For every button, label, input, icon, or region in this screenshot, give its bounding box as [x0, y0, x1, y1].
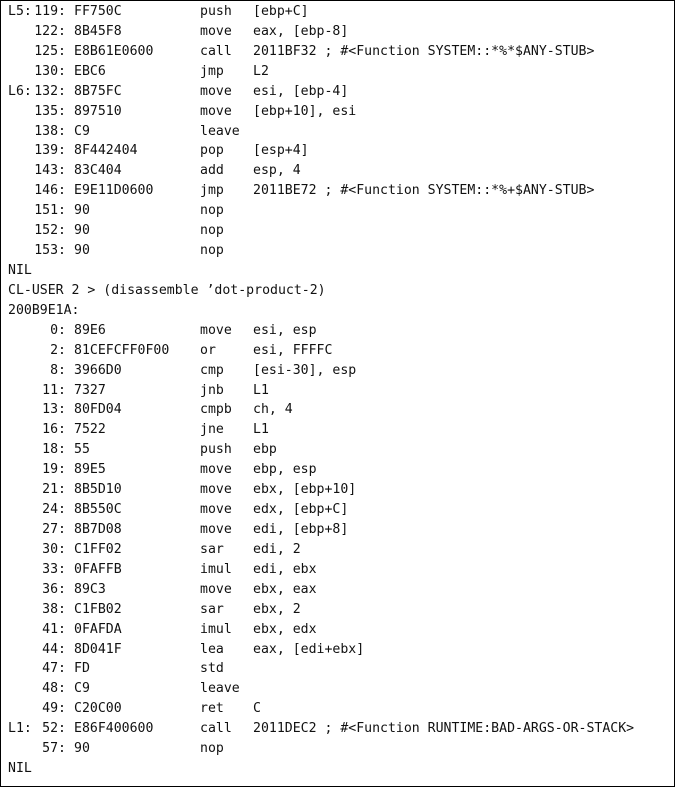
- machine-code: 897510: [74, 103, 122, 119]
- byte-offset: 13:: [42, 402, 66, 418]
- mnemonic: nop: [200, 223, 224, 239]
- operands: 2011DEC2 ; #<Function RUNTIME:BAD-ARGS-OR-STACK>: [253, 721, 635, 737]
- byte-offset: 132:: [34, 83, 66, 99]
- byte-offset: 24:: [42, 502, 66, 518]
- operands: ebx, edx: [253, 621, 317, 637]
- mnemonic: leave: [200, 681, 240, 697]
- byte-offset: 130:: [34, 63, 66, 79]
- mnemonic: nop: [200, 203, 224, 219]
- mnemonic: push: [200, 4, 232, 19]
- machine-code: 3966D0: [74, 362, 122, 378]
- operands: L2: [253, 63, 269, 79]
- operands: ebp, esp: [253, 462, 317, 478]
- byte-offset: 44:: [42, 641, 66, 657]
- mnemonic: call: [200, 721, 232, 737]
- operands: [esp+4]: [253, 143, 309, 159]
- byte-offset: 143:: [34, 163, 66, 179]
- jump-label: L6:: [8, 83, 32, 99]
- byte-offset: 19:: [42, 462, 66, 478]
- byte-offset: 135:: [34, 103, 66, 119]
- operands: 2011BE72 ; #<Function SYSTEM::*%+$ANY-STUB>: [253, 183, 595, 199]
- machine-code: 8B5D10: [74, 482, 122, 498]
- machine-code: 90: [74, 203, 90, 219]
- operands: esi, esp: [253, 322, 317, 338]
- operands: edi, 2: [253, 541, 301, 557]
- operands: eax, [edi+ebx]: [253, 641, 365, 657]
- machine-code: 8B45F8: [74, 23, 122, 39]
- byte-offset: 16:: [42, 422, 66, 438]
- mnemonic: move: [200, 322, 232, 338]
- mnemonic: jnb: [200, 382, 224, 398]
- mnemonic: imul: [200, 561, 232, 577]
- machine-code: 7327: [74, 382, 106, 398]
- machine-code: 8B75FC: [74, 83, 122, 99]
- byte-offset: 11:: [42, 382, 66, 398]
- output-text: NIL: [8, 761, 32, 777]
- operands: L1: [253, 382, 269, 398]
- byte-offset: 21:: [42, 482, 66, 498]
- byte-offset: 36:: [42, 581, 66, 597]
- machine-code: 90: [74, 243, 90, 259]
- operands: esi, FFFFC: [253, 342, 333, 358]
- machine-code: 8F442404: [74, 143, 138, 159]
- mnemonic: std: [200, 661, 224, 677]
- machine-code: 89E6: [74, 322, 106, 338]
- byte-offset: 41:: [42, 621, 66, 637]
- mnemonic: leave: [200, 123, 240, 139]
- mnemonic: ret: [200, 701, 224, 717]
- byte-offset: 52:: [42, 721, 66, 737]
- byte-offset: 125:: [34, 43, 66, 59]
- mnemonic: sar: [200, 541, 224, 557]
- jump-label: L5:: [8, 4, 32, 19]
- machine-code: FD: [74, 661, 90, 677]
- mnemonic: or: [200, 342, 216, 358]
- machine-code: 89E5: [74, 462, 106, 478]
- byte-offset: 152:: [34, 223, 66, 239]
- machine-code: C1FF02: [74, 541, 122, 557]
- jump-label: L1:: [8, 721, 32, 737]
- machine-code: 90: [74, 741, 90, 757]
- operands: [ebp+10], esi: [253, 103, 357, 119]
- byte-offset: 30:: [42, 541, 66, 557]
- mnemonic: imul: [200, 621, 232, 637]
- mnemonic: call: [200, 43, 232, 59]
- byte-offset: 153:: [34, 243, 66, 259]
- operands: ebx, 2: [253, 601, 301, 617]
- mnemonic: nop: [200, 243, 224, 259]
- mnemonic: move: [200, 83, 232, 99]
- byte-offset: 49:: [42, 701, 66, 717]
- machine-code: 80FD04: [74, 402, 122, 418]
- byte-offset: 122:: [34, 23, 66, 39]
- mnemonic: move: [200, 23, 232, 39]
- byte-offset: 27:: [42, 521, 66, 537]
- operands: esi, [ebp-4]: [253, 83, 349, 99]
- mnemonic: move: [200, 103, 232, 119]
- machine-code: FF750C: [74, 4, 122, 19]
- machine-code: C9: [74, 681, 90, 697]
- machine-code: E86F400600: [74, 721, 154, 737]
- byte-offset: 33:: [42, 561, 66, 577]
- machine-code: 81CEFCFF0F00: [74, 342, 170, 358]
- machine-code: 89C3: [74, 581, 106, 597]
- operands: C: [253, 701, 261, 717]
- operands: edx, [ebp+C]: [253, 502, 349, 518]
- mnemonic: add: [200, 163, 224, 179]
- output-text: NIL: [8, 262, 32, 278]
- byte-offset: 139:: [34, 143, 66, 159]
- mnemonic: move: [200, 462, 232, 478]
- machine-code: C1FB02: [74, 601, 122, 617]
- byte-offset: 146:: [34, 183, 66, 199]
- byte-offset: 119:: [34, 4, 66, 19]
- operands: [ebp+C]: [253, 4, 309, 19]
- mnemonic: push: [200, 442, 232, 458]
- mnemonic: jmp: [200, 63, 224, 79]
- byte-offset: 2:: [50, 342, 66, 358]
- mnemonic: jmp: [200, 183, 224, 199]
- operands: esp, 4: [253, 163, 301, 179]
- byte-offset: 47:: [42, 661, 66, 677]
- operands: L1: [253, 422, 269, 438]
- mnemonic: cmpb: [200, 402, 232, 418]
- mnemonic: lea: [200, 641, 224, 657]
- machine-code: E9E11D0600: [74, 183, 154, 199]
- machine-code: 83C404: [74, 163, 122, 179]
- byte-offset: 57:: [42, 741, 66, 757]
- mnemonic: sar: [200, 601, 224, 617]
- machine-code: 90: [74, 223, 90, 239]
- operands: edi, [ebp+8]: [253, 521, 349, 537]
- byte-offset: 8:: [50, 362, 66, 378]
- operands: ch, 4: [253, 402, 293, 418]
- output-text: CL-USER 2 > (disassemble ’dot-product-2): [8, 282, 326, 298]
- machine-code: C20C00: [74, 701, 122, 717]
- operands: eax, [ebp-8]: [253, 23, 349, 39]
- byte-offset: 138:: [34, 123, 66, 139]
- mnemonic: jne: [200, 422, 224, 438]
- operands: [esi-30], esp: [253, 362, 357, 378]
- machine-code: 8B7D08: [74, 521, 122, 537]
- machine-code: 0FAFFB: [74, 561, 122, 577]
- machine-code: 7522: [74, 422, 106, 438]
- machine-code: EBC6: [74, 63, 106, 79]
- operands: edi, ebx: [253, 561, 317, 577]
- output-text: 200B9E1A:: [8, 302, 80, 318]
- mnemonic: pop: [200, 143, 224, 159]
- machine-code: E8B61E0600: [74, 43, 154, 59]
- byte-offset: 151:: [34, 203, 66, 219]
- byte-offset: 18:: [42, 442, 66, 458]
- byte-offset: 48:: [42, 681, 66, 697]
- byte-offset: 38:: [42, 601, 66, 617]
- operands: 2011BF32 ; #<Function SYSTEM::*%*$ANY-STUB>: [253, 43, 595, 59]
- machine-code: 55: [74, 442, 90, 458]
- mnemonic: move: [200, 521, 232, 537]
- machine-code: 0FAFDA: [74, 621, 122, 637]
- mnemonic: cmp: [200, 362, 224, 378]
- mnemonic: move: [200, 482, 232, 498]
- operands: ebp: [253, 442, 277, 458]
- operands: ebx, [ebp+10]: [253, 482, 357, 498]
- mnemonic: move: [200, 502, 232, 518]
- mnemonic: nop: [200, 741, 224, 757]
- byte-offset: 0:: [50, 322, 66, 338]
- machine-code: 8D041F: [74, 641, 122, 657]
- machine-code: 8B550C: [74, 502, 122, 518]
- machine-code: C9: [74, 123, 90, 139]
- operands: ebx, eax: [253, 581, 317, 597]
- mnemonic: move: [200, 581, 232, 597]
